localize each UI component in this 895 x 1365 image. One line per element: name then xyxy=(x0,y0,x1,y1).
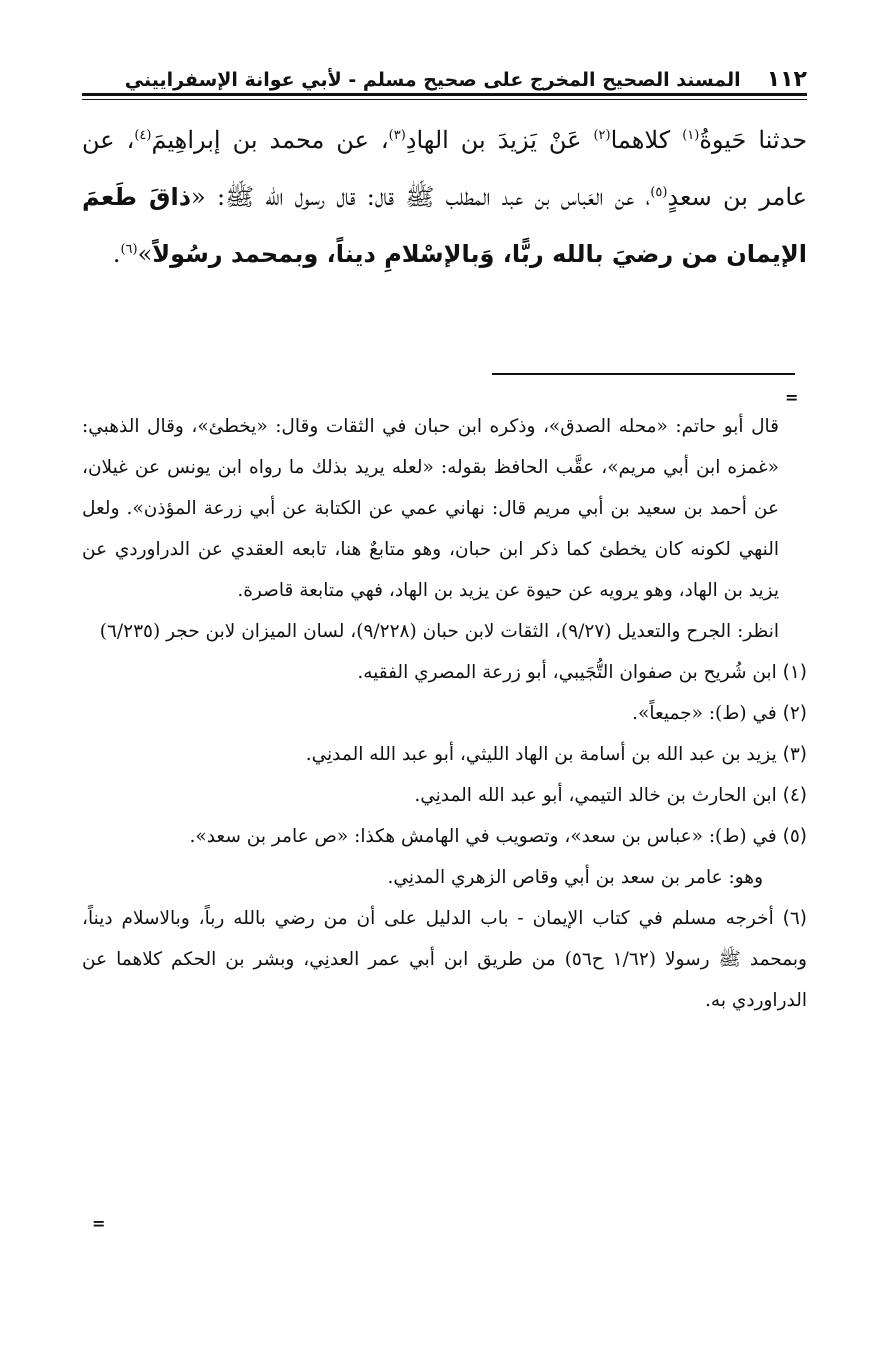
footnotes xyxy=(82,406,807,1021)
continuation-mark-top: = xyxy=(785,388,799,407)
text-segment: حدثنا حَيوةُ xyxy=(699,126,808,154)
footnote-5 xyxy=(82,816,807,857)
footnote-ref-2: (٢) xyxy=(593,128,611,143)
footnote-text: ابن الحارث بن خالد التيمي، أبو عبد الله المدنِي. xyxy=(414,785,783,806)
footnote-continuation: قال أبو حاتم: «محله الصدق»، وذكره ابن حبان في الثقات وقال: «يخطئ»، وقال الذهبي: «غمزه ابن أبي مريم»، عقَّب الحافظ بقوله: «لعله يريد بذلك ما رواه ابن يونس عن غيلان، عن أحمد بن سعيد بن أبي مريم قال: نهاني عمي عن الكتابة عن أبي زرعة المؤذن». ولعل النهي لكونه كان يخطئ كما ذكر ابن حبان، وهو متابعٌ هنا، تابعه العقدي عن الدراوردي عن يزيد بن الهاد، وهو يرويه عن حيوة عن يزيد بن الهاد، فهي متابعة قاصرة. xyxy=(82,416,779,601)
footnote-3 xyxy=(82,734,807,775)
footnote-2 xyxy=(82,693,807,734)
text-segment: ، عن عامر بن سعدٍ xyxy=(82,126,807,211)
footnote-number: (١) xyxy=(782,662,807,683)
footnote-1 xyxy=(82,652,807,693)
footnote-4 xyxy=(82,775,807,816)
footnote-text: في (ط): «عباس بن سعد»، وتصويب في الهامش هكذا: «ص عامر بن سعد». xyxy=(189,826,783,847)
continuation-mark-bottom: = xyxy=(92,1214,106,1233)
main-paragraph xyxy=(82,112,807,283)
footnote-text: يزيد بن عبد الله بن أسامة بن الهاد الليثي، أبو عبد الله المدنِي. xyxy=(305,744,783,765)
footnote-text: ابن شُريح بن صفوان التُّجَيبي، أبو زرعة المصري الفقيه. xyxy=(357,662,783,683)
page-number: ١١٢ xyxy=(766,67,807,92)
footnote-number: (٥) xyxy=(782,826,807,847)
footnote-text: أخرجه مسلم في كتاب الإيمان - باب الدليل على أن من رضي بالله رباً، وبالاسلام ديناً، وبمحمد ﷺ رسولا (١/٦٢ ح٥٦) من طريق ابن أبي عمر العدنِي، وبشر بن الحكم كلاهما عن الدراوردي به. xyxy=(82,908,807,1011)
footnote-references: انظر: الجرح والتعديل (٩/٢٧)، الثقات لابن حبان (٩/٢٢٨)، لسان الميزان لابن حجر (٦/٢٣٥) xyxy=(99,621,779,642)
footnote-5-continued: وهو: عامر بن سعد بن أبي وقاص الزهري المدنِي. xyxy=(387,867,763,888)
footnote-number: (٢) xyxy=(782,703,807,724)
text-segment: . xyxy=(112,240,121,268)
footnote-number: (٣) xyxy=(782,744,807,765)
text-segment: ، عن محمد بن إبراهِيمَ xyxy=(151,126,389,154)
footnote-number: (٤) xyxy=(782,785,807,806)
hadith-matn: ذاقَ طَعمَ الإيمان من رضيَ بالله ربًّا، وَبالإسْلامِ ديناً، وبمحمد رسُولاً xyxy=(82,183,807,268)
text-segment: عَنْ يَزيدَ بن الهادِ xyxy=(405,126,594,154)
header-rule-thick xyxy=(82,93,807,96)
text-segment: كلاهما xyxy=(610,126,683,154)
text-segment: » xyxy=(137,240,153,268)
footnote-ref-6: (٦) xyxy=(120,242,138,257)
footnote-6 xyxy=(82,898,807,1021)
footnote-ref-4: (٤) xyxy=(134,128,152,143)
header-rule-thin xyxy=(82,99,807,100)
book-title: المسند الصحيح المخرج على صحيح مسلم - لأبي عوانة الإسفراييني xyxy=(124,69,741,91)
footnote-separator xyxy=(492,373,795,375)
footnote-ref-3: (٣) xyxy=(388,128,406,143)
text-segment: ، عن العَباس بن عبد المطلب ﷺ قال: قال رسول الله ﷺ: « xyxy=(191,183,651,211)
hadith-text xyxy=(82,112,807,283)
footnote-text: في (ط): «جميعاً». xyxy=(632,703,783,724)
footnote-ref-1: (١) xyxy=(682,128,700,143)
footnote-ref-5: (٥) xyxy=(650,185,668,200)
running-header xyxy=(82,55,807,97)
footnote-number: (٦) xyxy=(782,908,807,929)
